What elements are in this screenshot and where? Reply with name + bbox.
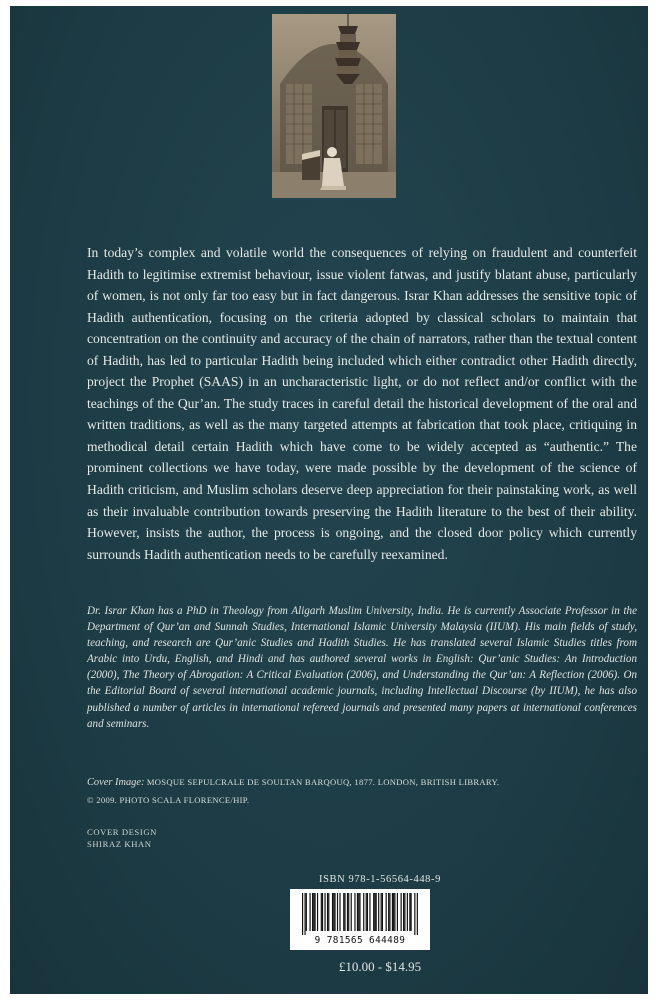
barcode-bar — [393, 893, 394, 931]
barcode-bar — [369, 893, 370, 931]
barcode-bar — [348, 893, 349, 931]
barcode-bar — [343, 893, 344, 931]
barcode-bar — [358, 893, 359, 931]
barcode-bar — [367, 893, 368, 931]
copyright-text: © 2009. PHOTO SCALA FLORENCE/HIP. — [87, 795, 250, 805]
barcode-bar — [354, 893, 355, 931]
cover-designer-name: SHIRAZ KHAN — [87, 839, 152, 849]
book-description: In today’s complex and volatile world the consequences of relying on fraudulent and counterfeit Hadith to legitimise extremist behaviour, issue violent fatwas, and justify blatant abuse, particularly of women, is not only far too easy but in fact dangerous. Israr Khan addresses the sensitive topic of Hadith authentication, focusing on the criteria adopted by classical scholars to maintain that concentration on the continuity and accuracy of the chain of narrators, rather than the textual content of Hadith, has led to particular Hadith being included which either contradict other Hadith directly, project the Prophet (SAAS) in an uncharacteristic light, or do not reflect and/or conflict with the teachings of the Qur’an. The study traces in careful detail the historical development of the oral and written traditions, as well as the many targeted attempts at fabrication that took place, critiquing in methodical detail certain Hadith which have come to be widely accepted as “authentic.” The prominent collections we have today, were made possible by the development of the science of Hadith criticism, and Muslim scholars deserve deep appreciation for their painstaking work, as well as their invaluable contribution towards preserving the Hadith literature to the best of their ability. However, insists the author, the process is ongoing, and the closed door policy which currently surrounds Hadith authentication needs to be carefully reexamined. — [87, 245, 637, 562]
barcode-bar — [397, 893, 398, 931]
barcode-bar — [339, 893, 340, 931]
barcode-bar — [374, 893, 375, 931]
barcode-bar — [389, 893, 390, 931]
barcode-bar — [324, 893, 325, 931]
cover-design-credit — [87, 826, 157, 850]
cover-image-credit — [87, 777, 499, 788]
barcode-bar — [337, 893, 338, 931]
barcode-bar — [403, 893, 404, 931]
barcode-bar — [328, 893, 329, 931]
barcode-bar — [388, 893, 389, 931]
barcode-bar — [327, 893, 328, 931]
barcode-bar — [409, 893, 410, 931]
barcode-bar — [312, 893, 313, 931]
barcode-bar — [373, 893, 374, 931]
barcode-bar — [351, 893, 352, 931]
barcode-bar — [394, 893, 395, 931]
barcode-bar — [344, 893, 345, 931]
barcode-bar — [401, 893, 402, 931]
barcode-bar — [309, 893, 310, 931]
barcode-bar — [404, 893, 405, 931]
cover-image-label: Cover Image: — [87, 777, 145, 788]
barcode-bar — [321, 893, 322, 931]
barcode-bar — [414, 893, 415, 935]
barcode-bar — [357, 893, 358, 931]
barcode-bar — [359, 893, 360, 931]
back-cover — [10, 6, 648, 994]
barcode-bar — [332, 893, 333, 931]
price: £10.00 - $14.95 — [338, 959, 422, 974]
barcode-bar — [382, 893, 383, 931]
barcode-bar — [322, 893, 323, 931]
barcode-bar — [347, 893, 348, 931]
barcode-bar — [407, 893, 408, 931]
barcode-bar — [378, 893, 379, 931]
barcode-digits: 9 781565 644489 — [314, 935, 406, 946]
barcode-bar — [363, 893, 364, 931]
isbn-number: ISBN 978-1-56564-448-9 — [319, 874, 441, 885]
mosque-interior-illustration — [272, 14, 396, 198]
barcode-bar — [314, 893, 315, 931]
barcode-bar — [304, 893, 305, 935]
barcode-bar — [317, 893, 318, 931]
barcode-bar — [333, 893, 334, 931]
author-biography: Dr. Israr Khan has a PhD in Theology from Aligarh Muslim University, India. He is currently Associate Professor in the Department of Qur’an and Sunnah Studies, International Islamic University Malaysia (IIUM). His main fields of study, teaching, and research are Qur’anic Studies and Hadith Studies. He has translated several Islamic Studies titles from Arabic into Urdu, English, and Hindi and has authored several works in English: Qur’anic Studies: An Introduction (2000), The Theory of Abrogation: A Critical Evaluation (2006), and Understanding the Qur’an: A Reflection (2006). On the Editorial Board of several international academic journals, including Intellectual Discourse (by IIUM), he has also published a number of articles in international refereed journals and presented many papers at international conferences and seminars. — [87, 605, 637, 730]
barcode-bar — [386, 893, 387, 931]
barcode — [290, 889, 430, 950]
barcode-bar — [381, 893, 382, 931]
barcode-bar — [306, 893, 307, 931]
barcode-bar — [411, 893, 412, 931]
barcode-bar — [376, 893, 377, 931]
barcode-bar — [313, 893, 314, 931]
barcode-bars — [290, 889, 430, 937]
cover-design-label: COVER DESIGN — [87, 827, 157, 837]
barcode-bar — [392, 893, 393, 931]
cover-image-source: MOSQUE SEPULCRALE DE SOULTAN BARQOUQ, 1877. LONDON, BRITISH LIBRARY. — [146, 777, 500, 787]
barcode-bar — [417, 893, 418, 935]
barcode-bar — [334, 893, 335, 931]
barcode-bar — [302, 893, 303, 935]
barcode-bar — [366, 893, 367, 931]
copyright-line — [87, 795, 249, 806]
